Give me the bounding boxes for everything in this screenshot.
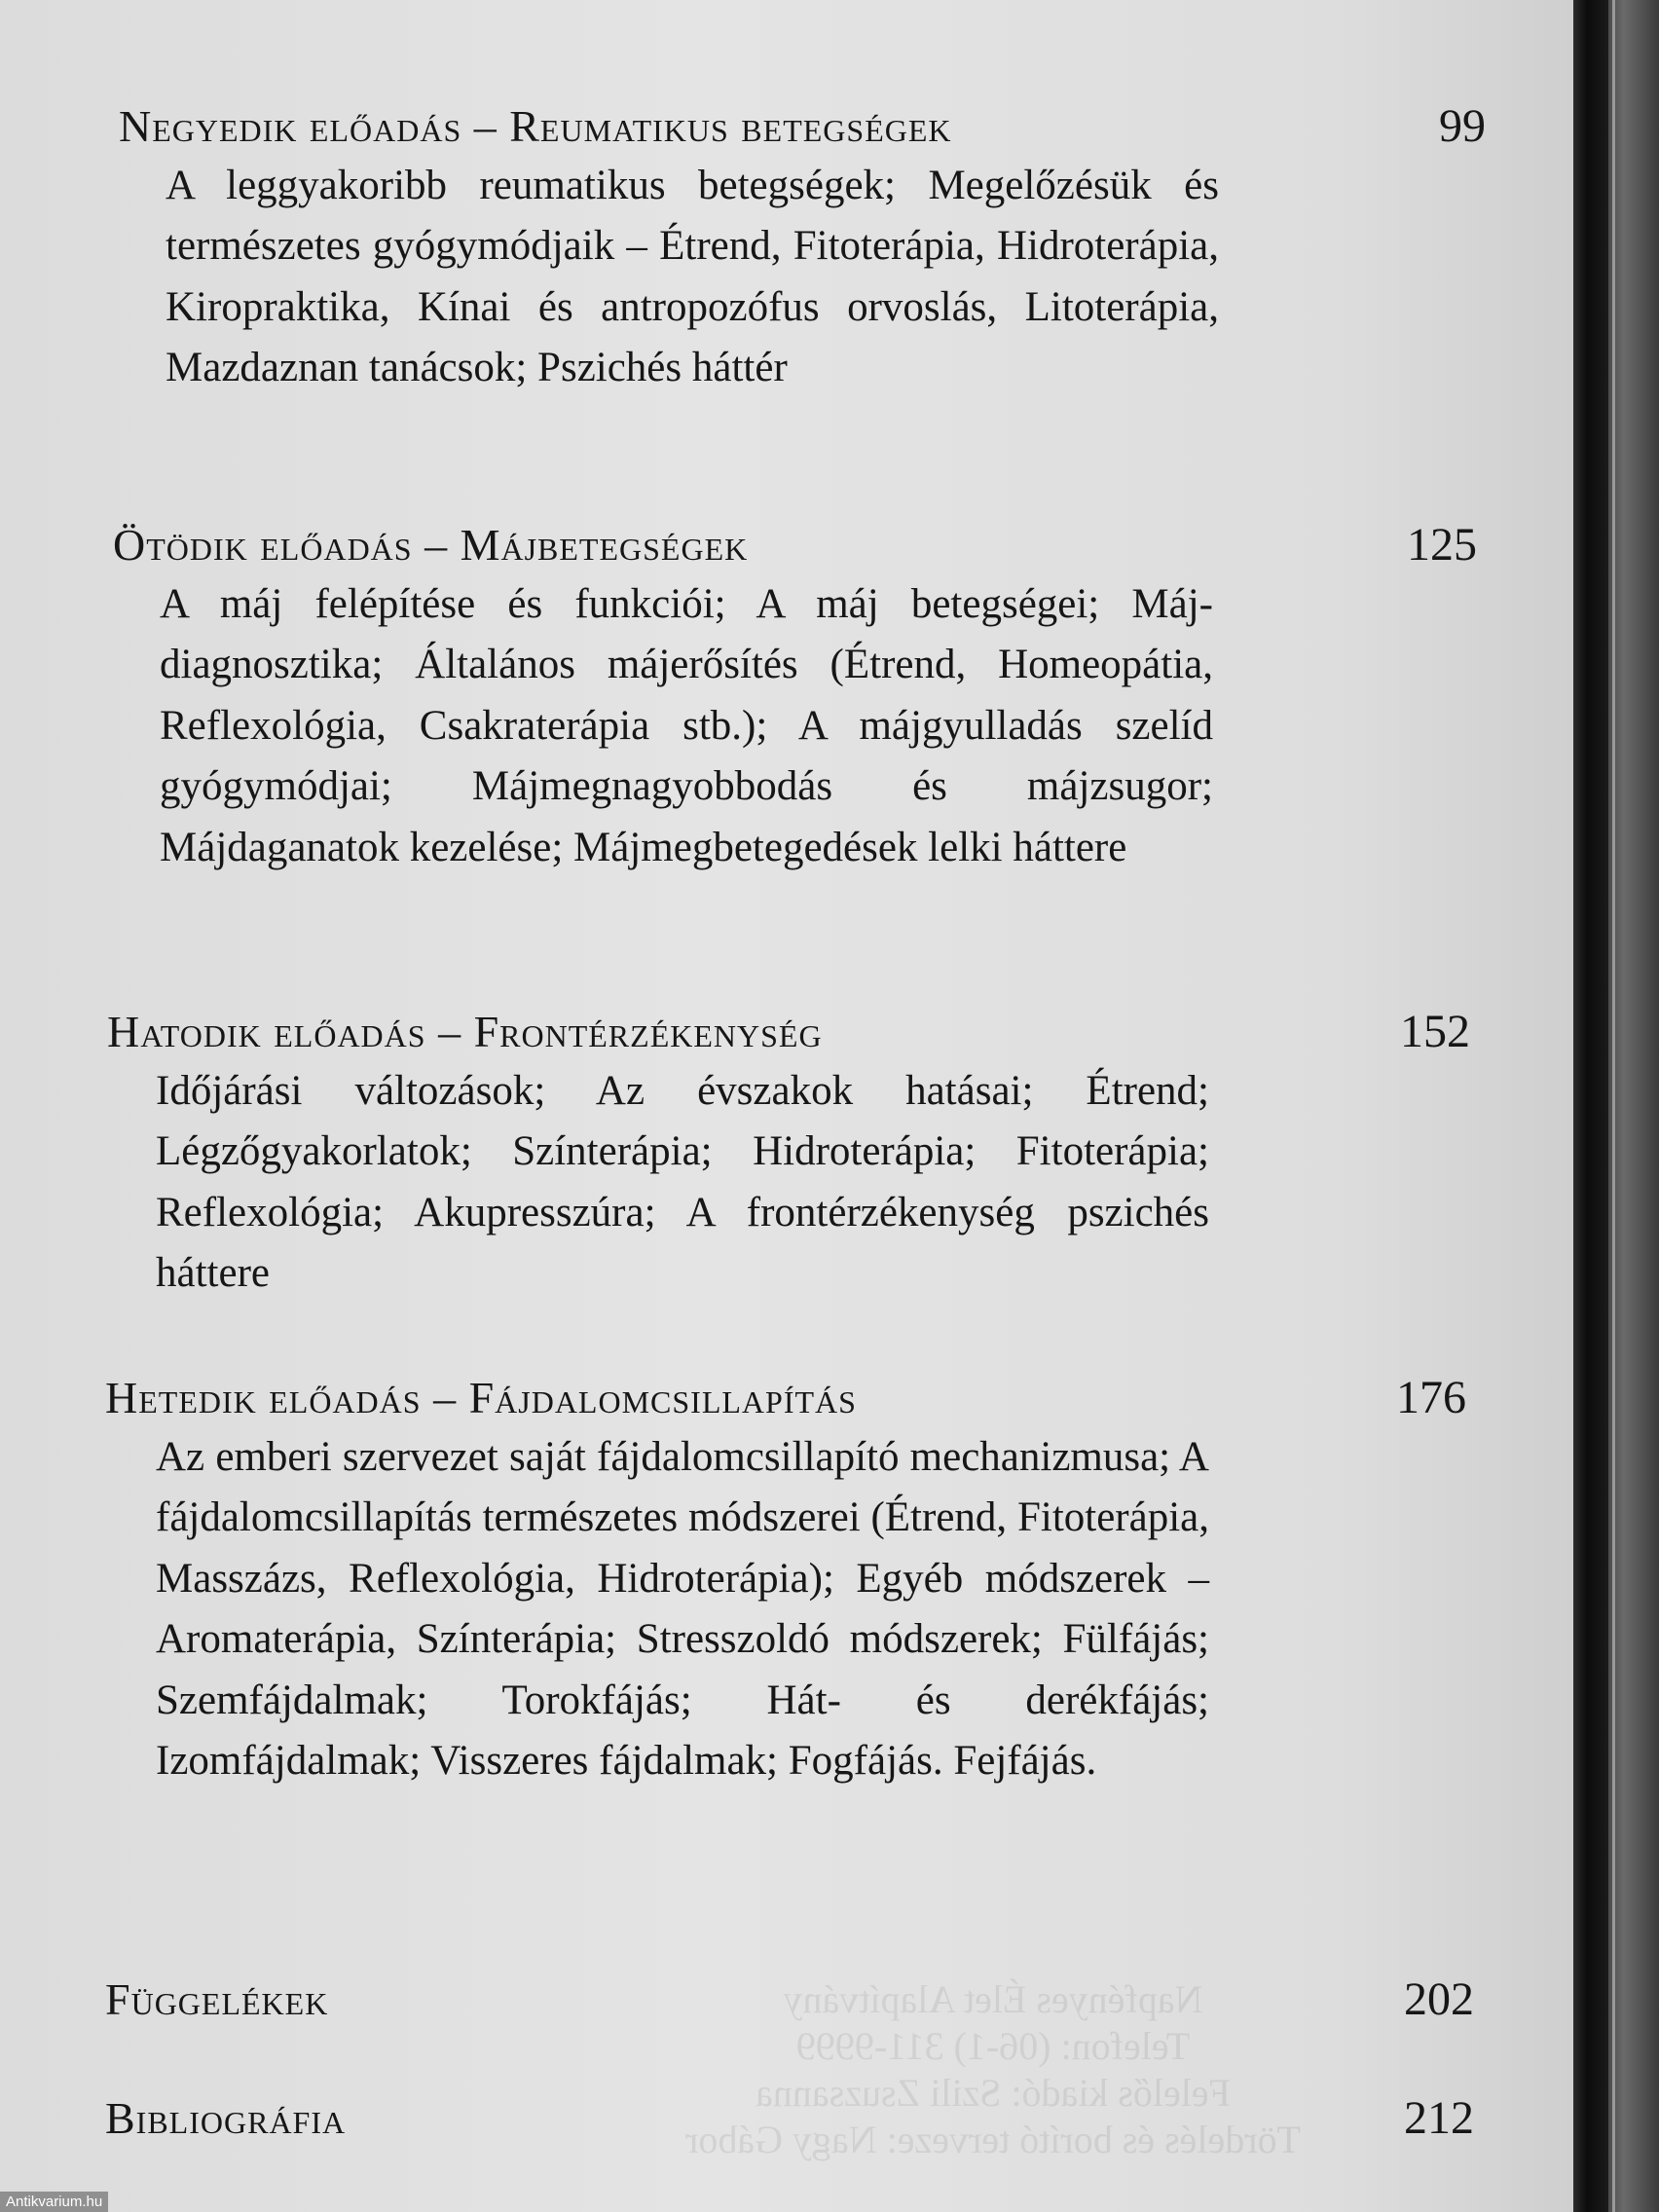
toc-entry-title: Bibliográfia bbox=[105, 2093, 347, 2143]
toc-entry-page: 176 bbox=[1396, 1372, 1466, 1423]
toc-entry-title: Hetedik előadás – Fájdalomcsillapítás bbox=[105, 1373, 857, 1422]
toc-entry-title: Negyedik előadás – Reumatikus betegségek bbox=[119, 101, 952, 151]
toc-entry-description: A leggyakoribb reumatikus betegségek; Megelőzésük és természetes gyógymódjaik – Étrend, Fitoterápia, Hidroterápia, Kiropraktika, Kínai és antropozófus orvoslás, Litoterápia, Mazdaznan tanácsok; Pszichés háttér bbox=[166, 163, 1219, 391]
toc-entry-title: Hatodik előadás – Frontérzékenység bbox=[107, 1007, 823, 1056]
toc-entry-hatodik bbox=[107, 1003, 1470, 1305]
toc-entry-head bbox=[105, 2089, 1474, 2148]
ghost-line: Napfényes Élet Alapítvány bbox=[783, 1977, 1203, 2021]
toc-entry-title: Függelékek bbox=[105, 1974, 329, 2024]
toc-entry-hetedik bbox=[105, 1369, 1466, 1791]
toc-entry-page: 152 bbox=[1400, 1006, 1470, 1057]
toc-entry-page: 202 bbox=[1404, 1973, 1474, 2025]
cover-edge-highlight bbox=[1612, 0, 1615, 2212]
toc-entry-page: 212 bbox=[1404, 2092, 1474, 2144]
toc-entry-head bbox=[113, 516, 1477, 574]
toc-entry-fuggelekek bbox=[105, 1971, 1474, 2029]
toc-entry-description: Az emberi szervezet saját fájdalomcsillapító mechanizmusa; A fájdalomcsillapítás természetes módszerei (Étrend, Fitoterápia, Masszázs, Reflexológia, Hidroterápia); Egyéb módszerek – Aromaterápia, Színterápia; Stresszoldó módszerek; Fülfájás; Szemfájdalmak; Torokfájás; Hát- és derékfájás; Izomfájdalmak; Visszeres fájdalmak; Fogfájás. Fejfájás. bbox=[156, 1434, 1209, 1785]
toc-entry-otodik bbox=[113, 516, 1477, 878]
book-binding bbox=[1573, 0, 1608, 2212]
toc-entry-bibliografia bbox=[105, 2089, 1474, 2148]
toc-entry-page: 99 bbox=[1439, 100, 1486, 152]
book-cover-edge bbox=[1608, 0, 1659, 2212]
source-watermark: Antikvarium.hu bbox=[0, 2192, 108, 2212]
toc-entry-head bbox=[119, 97, 1486, 156]
toc-entry-title: Ötödik előadás – Májbetegségek bbox=[113, 520, 749, 570]
ghost-line: Felelős kiadó: Szili Zsuzsanna bbox=[756, 2071, 1231, 2115]
toc-entry-head bbox=[107, 1003, 1470, 1061]
toc-entry-page: 125 bbox=[1407, 519, 1477, 571]
toc-entry-head bbox=[105, 1369, 1466, 1427]
toc-entry-description: Időjárási változások; Az évszakok hatásai; Étrend; Légzőgyakorlatok; Színterápia; Hidroterápia; Fitoterápia; Reflexológia; Akupresszúra; A frontérzékenység pszichés háttere bbox=[156, 1068, 1209, 1297]
toc-entry-negyedik bbox=[119, 97, 1486, 399]
toc-entry-head bbox=[105, 1971, 1474, 2029]
ghost-line: Tördelés és borító terveze: Nagy Gábor bbox=[685, 2118, 1301, 2161]
toc-entry-description: A máj felépítése és funkciói; A máj betegségei; Máj-diagnosztika; Általános májerősítés (Étrend, Homeopátia, Reflexológia, Csakraterápia stb.); A májgyulladás szelíd gyógymódjai; Májmegnagyobbodás és májzsugor; Májdaganatok kezelése; Májmegbetegedések lelki háttere bbox=[160, 581, 1213, 870]
ghost-line: Telefon: (06-1) 311-9999 bbox=[795, 2024, 1191, 2068]
